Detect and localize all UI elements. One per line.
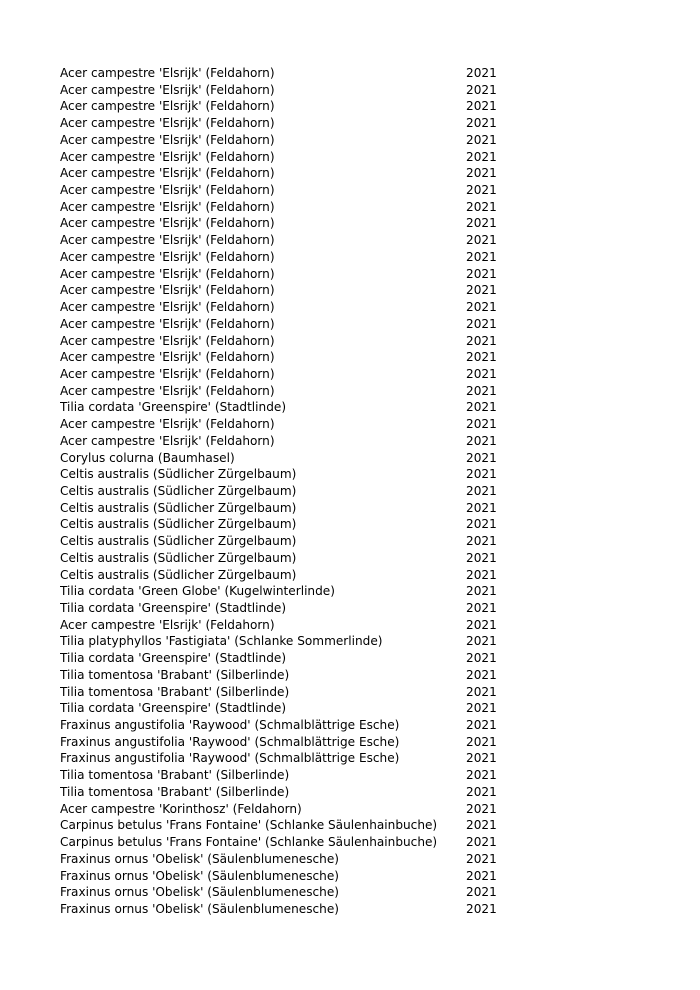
table-row: [60, 667, 510, 684]
tree-species-name: Tilia tomentosa 'Brabant' (Silberlinde): [60, 667, 290, 682]
tree-species-name: Acer campestre 'Korinthosz' (Feldahorn): [60, 801, 302, 816]
table-row: [60, 416, 510, 433]
tree-species-name: Fraxinus ornus 'Obelisk' (Säulenblumenesche): [60, 885, 339, 900]
planting-year: 2021: [466, 818, 497, 833]
planting-year: 2021: [466, 868, 497, 883]
table-row: [60, 199, 510, 216]
table-row: [60, 550, 510, 567]
table-row: [60, 684, 510, 701]
planting-year: 2021: [466, 333, 497, 348]
planting-year: 2021: [466, 667, 497, 682]
table-row: [60, 767, 510, 784]
table-row: [60, 182, 510, 199]
table-row: [60, 734, 510, 751]
table-row: [60, 299, 510, 316]
tree-species-name: Celtis australis (Südlicher Zürgelbaum): [60, 550, 297, 565]
tree-species-name: Corylus colurna (Baumhasel): [60, 450, 235, 465]
planting-year: 2021: [466, 233, 497, 248]
planting-year: 2021: [466, 366, 497, 381]
tree-species-name: Tilia cordata 'Greenspire' (Stadtlinde): [60, 400, 287, 415]
planting-year: 2021: [466, 316, 497, 331]
tree-species-name: Tilia cordata 'Greenspire' (Stadtlinde): [60, 651, 287, 666]
planting-year: 2021: [466, 651, 497, 666]
tree-species-name: Fraxinus ornus 'Obelisk' (Säulenblumenesche): [60, 901, 339, 916]
tree-species-name: Celtis australis (Südlicher Zürgelbaum): [60, 467, 297, 482]
planting-year: 2021: [466, 601, 497, 615]
table-row: [60, 884, 510, 901]
tree-species-name: Celtis australis (Südlicher Zürgelbaum): [60, 567, 297, 582]
planting-year: 2021: [466, 199, 497, 214]
planting-year: 2021: [466, 684, 497, 699]
planting-year: 2021: [466, 467, 497, 482]
table-row: [60, 366, 510, 383]
tree-species-name: Acer campestre 'Elsrijk' (Feldahorn): [60, 366, 275, 381]
planting-year: 2021: [466, 450, 497, 465]
planting-year: 2021: [466, 567, 497, 582]
tree-species-name: Tilia tomentosa 'Brabant' (Silberlinde): [60, 768, 290, 783]
tree-species-name: Acer campestre 'Elsrijk' (Feldahorn): [60, 350, 275, 365]
tree-species-name: Acer campestre 'Elsrijk' (Feldahorn): [60, 132, 275, 147]
tree-species-name: Acer campestre 'Elsrijk' (Feldahorn): [60, 300, 275, 315]
tree-species-name: Acer campestre 'Elsrijk' (Feldahorn): [60, 383, 275, 398]
table-row: [60, 901, 510, 918]
tree-species-name: Acer campestre 'Elsrijk' (Feldahorn): [60, 433, 275, 448]
planting-year: 2021: [466, 550, 497, 565]
planting-year: 2021: [466, 885, 497, 900]
planting-year: 2021: [466, 216, 497, 231]
tree-list-body: [60, 65, 510, 918]
planting-year: 2021: [466, 701, 497, 716]
tree-species-name: Acer campestre 'Elsrijk' (Feldahorn): [60, 266, 275, 281]
table-row: [60, 433, 510, 450]
table-row: [60, 633, 510, 650]
tree-species-name: Tilia tomentosa 'Brabant' (Silberlinde): [60, 684, 290, 699]
table-row: [60, 399, 510, 416]
tree-species-name: Acer campestre 'Elsrijk' (Feldahorn): [60, 99, 275, 114]
planting-year: 2021: [466, 400, 497, 415]
table-row: [60, 533, 510, 550]
planting-year: 2021: [466, 433, 497, 448]
planting-year: 2021: [466, 300, 497, 315]
tree-species-name: Acer campestre 'Elsrijk' (Feldahorn): [60, 417, 275, 432]
tree-species-name: Fraxinus ornus 'Obelisk' (Säulenblumenesche): [60, 851, 339, 866]
tree-species-name: Acer campestre 'Elsrijk' (Feldahorn): [60, 116, 275, 131]
table-row: [60, 215, 510, 232]
table-row: [60, 868, 510, 885]
table-row: [60, 600, 510, 617]
tree-species-name: Acer campestre 'Elsrijk' (Feldahorn): [60, 183, 275, 198]
tree-species-name: Carpinus betulus 'Frans Fontaine' (Schlanke Säulenhainbuche): [60, 818, 438, 833]
table-row: [60, 450, 510, 467]
planting-year: 2021: [466, 166, 497, 181]
table-row: [60, 383, 510, 400]
planting-year: 2021: [466, 517, 497, 532]
tree-species-name: Fraxinus angustifolia 'Raywood' (Schmalblättrige Esche): [60, 734, 400, 749]
planting-year: 2021: [466, 183, 497, 198]
tree-species-name: Acer campestre 'Elsrijk' (Feldahorn): [60, 617, 275, 632]
planting-year: 2021: [466, 851, 497, 866]
planting-year: 2021: [466, 66, 497, 80]
planting-year: 2021: [466, 801, 497, 816]
tree-species-name: Tilia platyphyllos 'Fastigiata' (Schlanke Sommerlinde): [60, 634, 383, 649]
tree-species-name: Tilia cordata 'Greenspire' (Stadtlinde): [60, 701, 287, 716]
tree-species-name: Celtis australis (Südlicher Zürgelbaum): [60, 534, 297, 549]
planting-year: 2021: [466, 617, 497, 632]
table-row: [60, 149, 510, 166]
table-row: [60, 466, 510, 483]
table-row: [60, 98, 510, 115]
table-row: [60, 567, 510, 584]
table-row: [60, 583, 510, 600]
tree-species-name: Acer campestre 'Elsrijk' (Feldahorn): [60, 66, 275, 80]
planting-year: 2021: [466, 768, 497, 783]
tree-species-name: Acer campestre 'Elsrijk' (Feldahorn): [60, 149, 275, 164]
tree-species-name: Acer campestre 'Elsrijk' (Feldahorn): [60, 316, 275, 331]
tree-species-name: Fraxinus ornus 'Obelisk' (Säulenblumenesche): [60, 868, 339, 883]
table-row: [60, 115, 510, 132]
table-row: [60, 232, 510, 249]
table-row: [60, 65, 510, 82]
tree-list-table: [60, 65, 510, 918]
planting-year: 2021: [466, 584, 497, 599]
tree-species-name: Acer campestre 'Elsrijk' (Feldahorn): [60, 216, 275, 231]
tree-species-name: Celtis australis (Südlicher Zürgelbaum): [60, 483, 297, 498]
tree-species-name: Carpinus betulus 'Frans Fontaine' (Schlanke Säulenhainbuche): [60, 835, 438, 850]
tree-species-name: Acer campestre 'Elsrijk' (Feldahorn): [60, 166, 275, 181]
table-row: [60, 316, 510, 333]
table-row: [60, 784, 510, 801]
table-row: [60, 282, 510, 299]
table-row: [60, 750, 510, 767]
tree-species-name: Acer campestre 'Elsrijk' (Feldahorn): [60, 199, 275, 214]
planting-year: 2021: [466, 417, 497, 432]
planting-year: 2021: [466, 751, 497, 766]
tree-species-name: Acer campestre 'Elsrijk' (Feldahorn): [60, 333, 275, 348]
planting-year: 2021: [466, 534, 497, 549]
planting-year: 2021: [466, 149, 497, 164]
table-row: [60, 516, 510, 533]
table-row: [60, 165, 510, 182]
tree-species-name: Tilia tomentosa 'Brabant' (Silberlinde): [60, 784, 290, 799]
planting-year: 2021: [466, 350, 497, 365]
table-row: [60, 82, 510, 99]
tree-species-name: Fraxinus angustifolia 'Raywood' (Schmalblättrige Esche): [60, 718, 400, 733]
table-row: [60, 500, 510, 517]
table-row: [60, 617, 510, 634]
tree-species-name: Acer campestre 'Elsrijk' (Feldahorn): [60, 283, 275, 298]
tree-species-name: Tilia cordata 'Green Globe' (Kugelwinterlinde): [60, 584, 335, 599]
tree-species-name: Celtis australis (Südlicher Zürgelbaum): [60, 517, 297, 532]
planting-year: 2021: [466, 82, 497, 97]
planting-year: 2021: [466, 901, 497, 916]
tree-species-name: Acer campestre 'Elsrijk' (Feldahorn): [60, 249, 275, 264]
table-row: [60, 249, 510, 266]
planting-year: 2021: [466, 483, 497, 498]
tree-species-name: Celtis australis (Südlicher Zürgelbaum): [60, 500, 297, 515]
table-row: [60, 349, 510, 366]
tree-species-name: Fraxinus angustifolia 'Raywood' (Schmalblättrige Esche): [60, 751, 400, 766]
tree-species-name: Acer campestre 'Elsrijk' (Feldahorn): [60, 82, 275, 97]
table-row: [60, 333, 510, 350]
tree-species-name: Acer campestre 'Elsrijk' (Feldahorn): [60, 233, 275, 248]
table-row: [60, 801, 510, 818]
planting-year: 2021: [466, 718, 497, 733]
planting-year: 2021: [466, 784, 497, 799]
table-row: [60, 483, 510, 500]
table-row: [60, 817, 510, 834]
planting-year: 2021: [466, 99, 497, 114]
planting-year: 2021: [466, 383, 497, 398]
planting-year: 2021: [466, 835, 497, 850]
tree-species-name: Tilia cordata 'Greenspire' (Stadtlinde): [60, 601, 287, 615]
table-row: [60, 700, 510, 717]
planting-year: 2021: [466, 266, 497, 281]
planting-year: 2021: [466, 500, 497, 515]
planting-year: 2021: [466, 116, 497, 131]
table-row: [60, 132, 510, 149]
planting-year: 2021: [466, 249, 497, 264]
planting-year: 2021: [466, 634, 497, 649]
planting-year: 2021: [466, 734, 497, 749]
planting-year: 2021: [466, 132, 497, 147]
table-row: [60, 266, 510, 283]
table-row: [60, 717, 510, 734]
table-row: [60, 834, 510, 851]
table-row: [60, 851, 510, 868]
table-row: [60, 650, 510, 667]
planting-year: 2021: [466, 283, 497, 298]
